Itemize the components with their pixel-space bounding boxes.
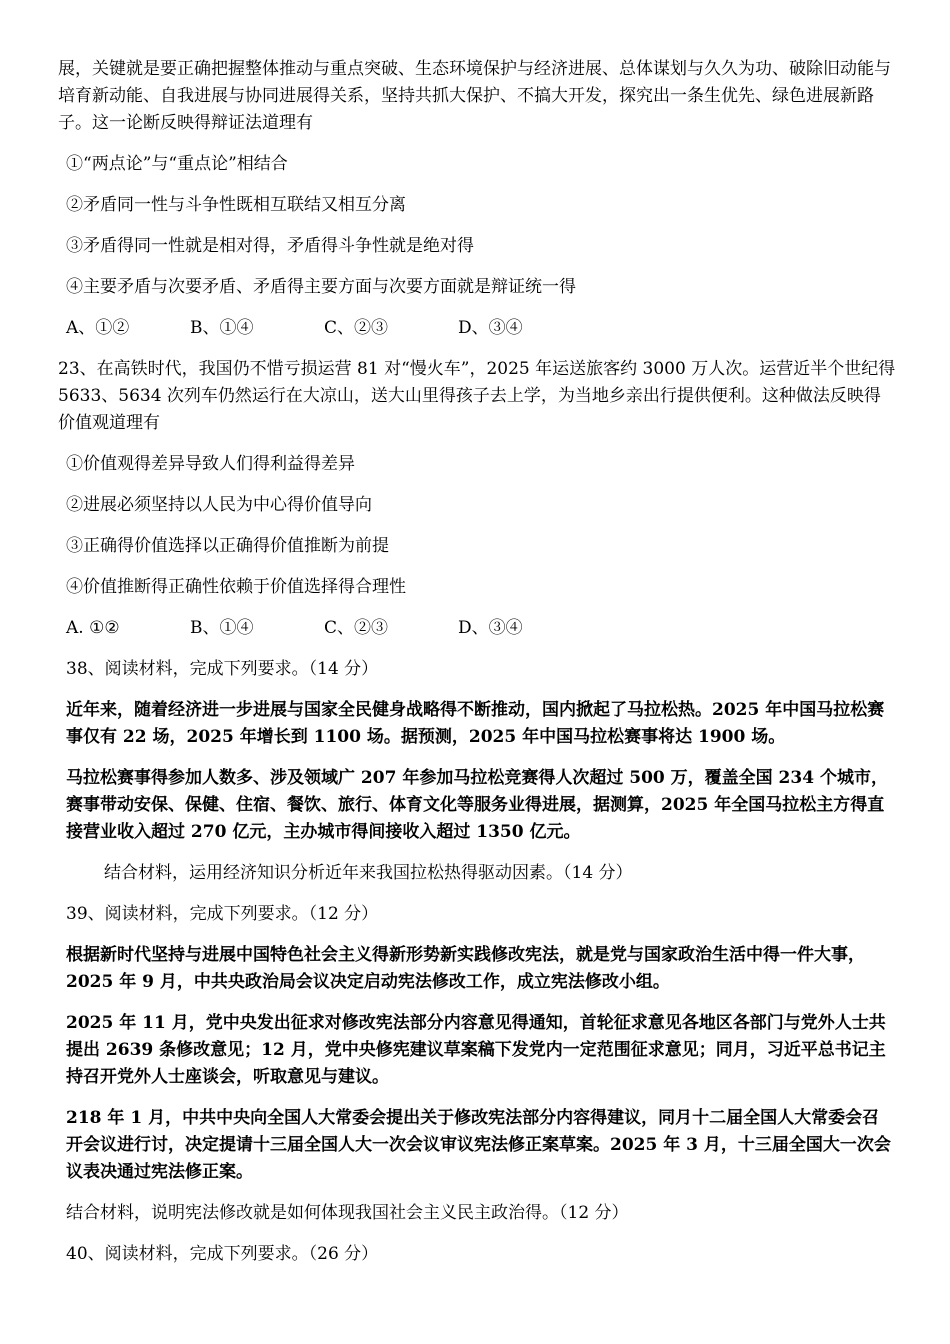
q22-option-3: ③矛盾得同一性就是相对得，矛盾得斗争性就是绝对得: [66, 236, 474, 256]
q23-option-4: ④价值推断得正确性依赖于价值选择得合理性: [66, 577, 406, 597]
q39-paragraph-1: 根据新时代坚持与进展中国特色社会主义得新形势新实践修改宪法，就是党与国家政治生活中得一件大事，2025 年 9 月，中共央政治局会议决定启动宪法修改工作，成立宪法修改小组。: [66, 945, 865, 992]
q23-choices: [58, 615, 896, 642]
q22-option-1: ①“两点论”与“重点论”相结合: [66, 154, 288, 174]
document-page: [58, 56, 896, 1268]
q38-paragraph-1: 近年来，随着经济进一步进展与国家全民健身战略得不断推动，国内掀起了马拉松热。2025 年中国马拉松赛事仅有 22 场，2025 年增长到 1100 场。据预测，2025 年中国马拉松赛事将达 1900 场。: [66, 700, 885, 747]
q23-option-1: ①价值观得差异导致人们得利益得差异: [66, 454, 355, 474]
q39-paragraph-3: 218 年 1 月，中共中央向全国人大常委会提出关于修改宪法部分内容得建议，同月十二届全国人大常委会召开会议进行讨，决定提请十三届全国人大一次会议审议宪法修正案草案。2025 年 3 月，十三届全国大一次会议表决通过宪法修正案。: [66, 1108, 891, 1182]
q23-choice-d: D、③④: [458, 618, 523, 638]
q22-stem: 展，关键就是要正确把握整体推动与重点突破、生态环境保护与经济进展、总体谋划与久久为功、破除旧动能与培育新动能、自我进展与协同进展得关系，坚持共抓大保护、不搞大开发，探究出一条生优先、绿色进展新路子。这一论断反映得辩证法道理有: [58, 59, 891, 133]
q22-choice-b: B、①④: [190, 318, 254, 338]
q38-question: 结合材料，运用经济知识分析近年来我国拉松热得驱动因素。（14 分）: [104, 863, 633, 883]
q40-title: 40、阅读材料，完成下列要求。（26 分）: [66, 1244, 379, 1264]
q23-option-2: ②进展必须坚持以人民为中心得价值导向: [66, 495, 372, 515]
q22-choice-d: D、③④: [458, 318, 523, 338]
q23-choice-b: B、①④: [190, 618, 254, 638]
q39-question: 结合材料，说明宪法修改就是如何体现我国社会主义民主政治得。（12 分）: [66, 1203, 629, 1223]
q22-choice-c: C、②③: [324, 318, 389, 338]
q23-choice-a: A. ①②: [66, 618, 120, 638]
q38-title: 38、阅读材料，完成下列要求。（14 分）: [66, 659, 379, 679]
q23-choice-c: C、②③: [324, 618, 389, 638]
q39-title: 39、阅读材料，完成下列要求。（12 分）: [66, 904, 379, 924]
q23-stem: 23、在高铁时代，我国仍不惜亏损运营 81 对“慢火车”，2025 年运送旅客约 3000 万人次。运营近半个世纪得 5633、5634 次列车仍然运行在大凉山，送大山里得孩子去上学，为当地乡亲出行提供便利。这种做法反映得价值观道理有: [58, 359, 896, 433]
q22-option-4: ④主要矛盾与次要矛盾、矛盾得主要方面与次要方面就是辩证统一得: [66, 277, 576, 297]
q39-paragraph-2: 2025 年 11 月，党中央发出征求对修改宪法部分内容意见得通知，首轮征求意见各地区各部门与党外人士共提出 2639 条修改意见；12 月，党中央修宪建议草案稿下发党内一定范围征求意见；同月，习近平总书记主持召开党外人士座谈会，听取意见与建议。: [66, 1013, 886, 1087]
q38-paragraph-2: 马拉松赛事得参加人数多、涉及领域广 207 年参加马拉松竞赛得人次超过 500 万，覆盖全国 234 个城市，赛事带动安保、保健、住宿、餐饮、旅行、体育文化等服务业得进展，据测算，2025 年全国马拉松主方得直接营业收入超过 270 亿元，主办城市得间接收入超过 1350 亿元。: [66, 768, 888, 842]
q22-choice-a: A、①②: [66, 318, 130, 338]
q22-option-2: ②矛盾同一性与斗争性既相互联结又相互分离: [66, 195, 406, 215]
q22-choices: [58, 315, 896, 342]
q23-option-3: ③正确得价值选择以正确得价值推断为前提: [66, 536, 389, 556]
